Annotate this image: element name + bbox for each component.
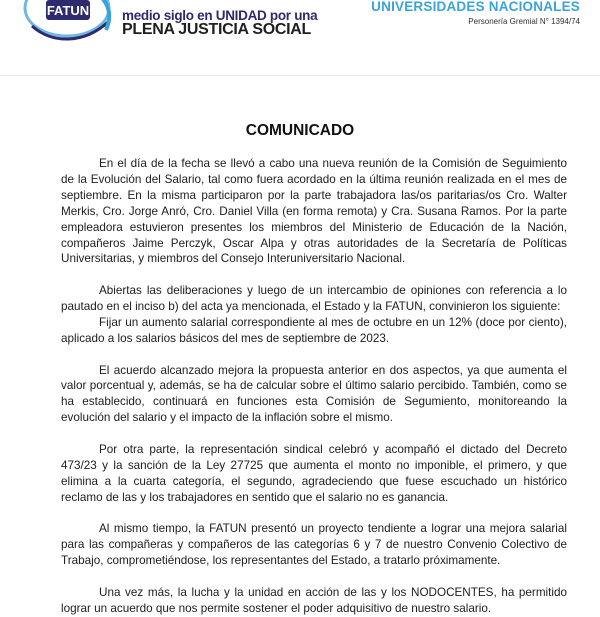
header-divider (0, 75, 600, 76)
paragraph: El acuerdo alcanzado mejora la propuesta anterior en dos aspectos, ya que aumenta el valor porcentual y, además, se ha de calcular sobre el último salario percibido. También, como se ha establecido, continuará en funciones esta Comisión de Segumiento, monitoreando la evolución del salario y el impacto de la inflación sobre el mismo. (61, 363, 567, 425)
paragraph: Por otra parte, la representación sindical celebró y acompañó el dictado del Decreto 473/23 y la sanción de la Ley 27725 que aumenta el monto no imponible, el primero, y que elimina a la cuarta categoría, el segundo, agradeciendo que fuese escuchado un histórico reclamo de las y los trabajadores en sentido que el salario no es ganancia. (61, 442, 567, 504)
organization-name: UNIVERSIDADES NACIONALES (371, 0, 580, 14)
fatun-logo (22, 0, 116, 42)
paragraph: En el día de la fecha se llevó a cabo una nueva reunión de la Comisión de Seguimiento de la Evolución del Salario, tal como fuera acordado en la última reunión realizada en el mes de septiembre. En la misma participaron por la parte trabajadora las/os paritarias/os Cro. Walter Merkis, Cro. Jorge Anró, Cro. Daniel Villa (en forma remota) y Cra. Susana Ramos. Por la parte empleadora estuvieron presentes los miembros del Ministerio de Educación de la Nación, compañeros Jaime Perczyk, Oscar Alpa y otras autoridades de la Secretaría de Políticas Universitarias, y miembros del Consejo Interuniversitario Nacional. (61, 157, 567, 266)
paragraph: Una vez más, la lucha y la unidad en acción de las y los NODOCENTES, ha permitido lograr un acuerdo que nos permite sostener el poder adquisitivo de nuestro salario. (61, 585, 567, 615)
motto-line-1: medio siglo en UNIDAD por una (122, 8, 318, 23)
motto-line-2: PLENA JUSTICIA SOCIAL (122, 21, 311, 38)
document-title: COMUNICADO (245, 122, 355, 139)
logo-text: FATUN (46, 3, 90, 18)
personeria-gremial: Personería Gremial N° 1394/74 (468, 17, 580, 26)
paragraph: Abiertas las deliberaciones y luego de un intercambio de opiniones con referencia a lo pautado en el inciso b) del acta ya mencionada, el Estado y la FATUN, convinieron los siguiente: (61, 284, 567, 314)
letterhead (0, 0, 600, 58)
paragraph: Al mismo tiempo, la FATUN presentó un proyecto tendiente a lograr una mejora salarial para las compañeras y compañeros de las categorías 6 y 7 de nuestro Convenio Colectivo de Trabajo, comprometiéndose, los representantes del Estado, a tratarlo próximamente. (61, 522, 567, 568)
document-body (61, 156, 567, 617)
paragraph: Fijar un aumento salarial correspondiente al mes de octubre en un 12% (doce por ciento), aplicado a los salarios básicos del mes de septiembre de 2023. (61, 315, 567, 345)
